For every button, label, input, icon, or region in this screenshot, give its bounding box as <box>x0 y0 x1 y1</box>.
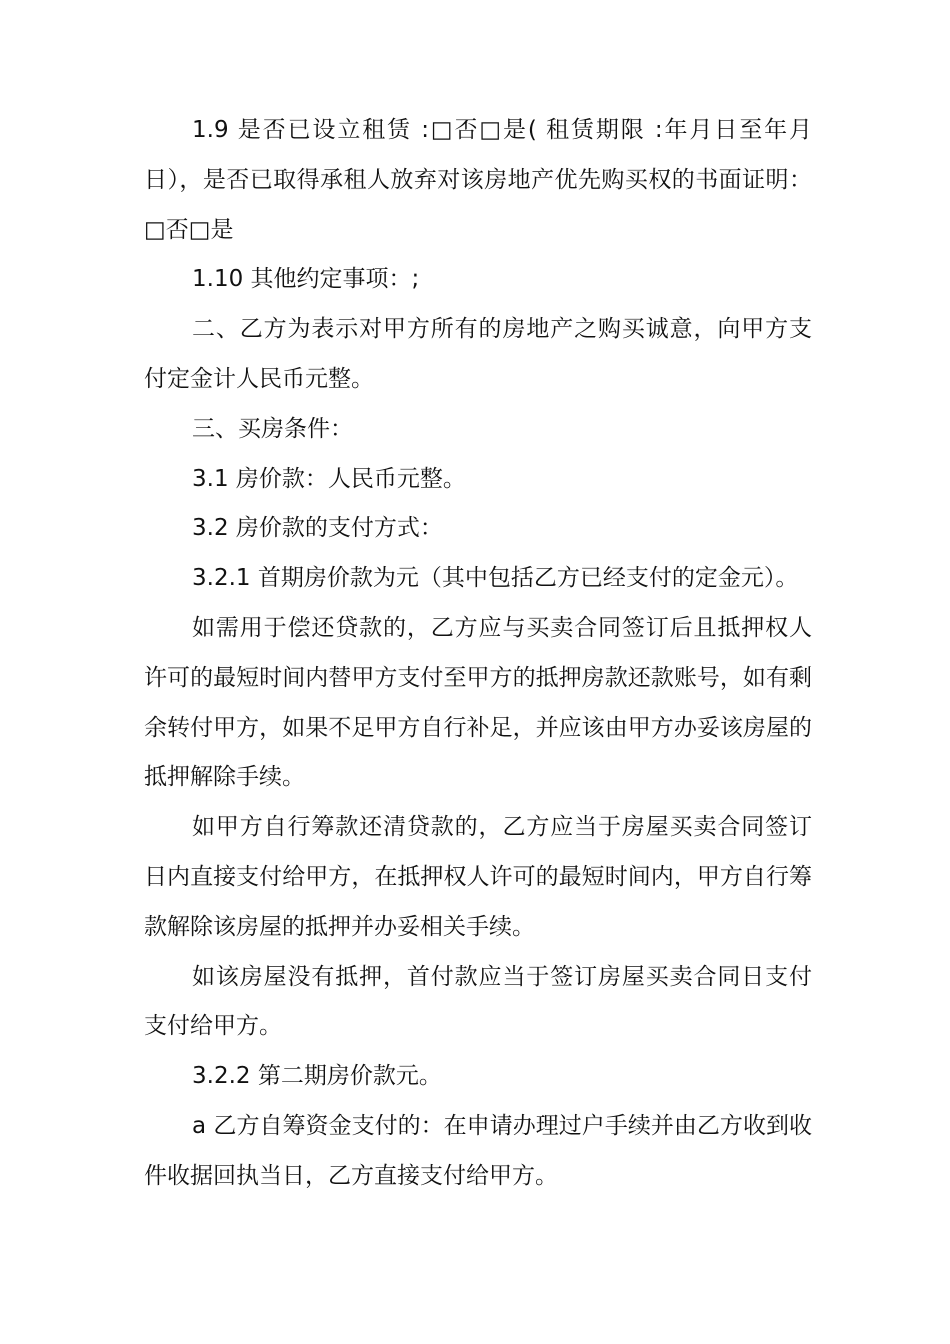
paragraph-section-3-heading: 三、买房条件： <box>192 415 353 442</box>
paragraph-3-2-1-first-payment: 3.2.1 首期房价款为元（其中包括乙方已经支付的定金元）。 <box>192 565 799 592</box>
paragraph-3-1-price: 3.1 房价款：人民币元整。 <box>192 465 466 492</box>
paragraph-3-2-2-second-payment: 3.2.2 第二期房价款元。 <box>192 1063 442 1090</box>
paragraph-a-self-raised-funds: a 乙方自筹资金支付的：在申请办理过户手续并由乙方收到收件收据回执当日，乙方直接支付给甲方。 <box>144 1112 812 1189</box>
paragraph-loan-repayment: 如需用于偿还贷款的，乙方应与买卖合同签订后且抵押权人许可的最短时间内替甲方支付至甲方的抵押房款还款账号，如有剩余转付甲方，如果不足甲方自行补足，并应该由甲方办妥该房屋的抵押解除手续。 <box>144 614 812 791</box>
paragraph-section-2-deposit: 二、乙方为表示对甲方所有的房地产之购买诚意，向甲方支付定金计人民币元整。 <box>144 316 812 392</box>
document-body <box>144 106 812 1202</box>
paragraph-no-mortgage: 如该房屋没有抵押，首付款应当于签订房屋买卖合同日支付支付给甲方。 <box>144 963 812 1040</box>
paragraph-3-2-payment-method: 3.2 房价款的支付方式： <box>192 515 443 542</box>
paragraph-1-10-other-terms: 1.10 其他约定事项：; <box>192 266 420 293</box>
paragraph-self-funded-repayment: 如甲方自行筹款还清贷款的，乙方应当于房屋买卖合同签订日内直接支付给甲方，在抵押权人许可的最短时间内，甲方自行筹款解除该房屋的抵押并办妥相关手续。 <box>144 814 812 940</box>
paragraph-1-9-lease-status: 1.9 是否已设立租赁 :□否□是( 租赁期限 :年月日至年月日），是否已取得承租人放弃对该房地产优先购买权的书面证明：□否□是 <box>144 117 812 243</box>
